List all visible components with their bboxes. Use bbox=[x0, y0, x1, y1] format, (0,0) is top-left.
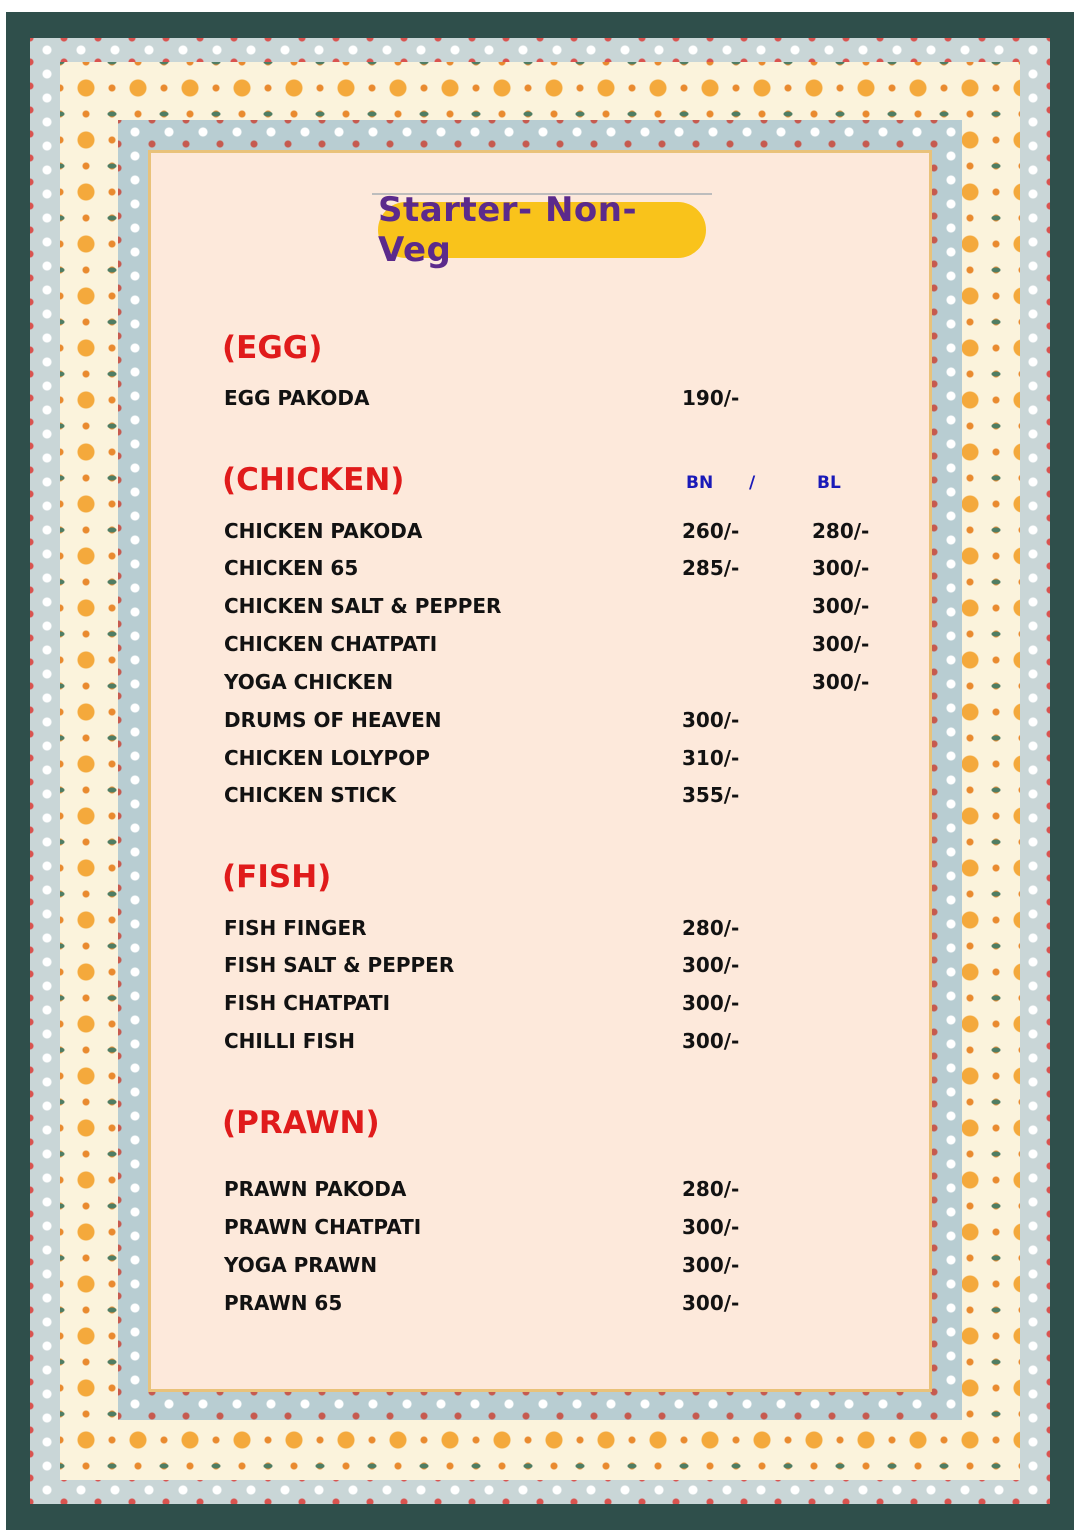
item-price-bl: 300/- bbox=[812, 556, 870, 580]
item-price-bl: 300/- bbox=[812, 670, 870, 694]
item-price-bl: 300/- bbox=[812, 594, 870, 618]
page-title: Starter- Non-Veg bbox=[378, 190, 638, 270]
item-name: YOGA PRAWN bbox=[224, 1253, 378, 1277]
menu-item bbox=[0, 1029, 1080, 1057]
item-price-bn: 285/- bbox=[682, 556, 740, 580]
menu-item bbox=[0, 519, 1080, 547]
item-price-bn: 300/- bbox=[682, 708, 740, 732]
item-price-bl: 300/- bbox=[812, 632, 870, 656]
item-name: CHICKEN 65 bbox=[224, 556, 359, 580]
menu-item bbox=[0, 670, 1080, 698]
menu-item bbox=[0, 916, 1080, 944]
item-name: CHICKEN CHATPATI bbox=[224, 632, 438, 656]
item-name: DRUMS OF HEAVEN bbox=[224, 708, 442, 732]
menu-item bbox=[0, 953, 1080, 981]
section-heading-fish: (FISH) bbox=[222, 859, 332, 895]
item-name: CHICKEN STICK bbox=[224, 783, 397, 807]
menu-item bbox=[0, 1253, 1080, 1281]
item-name: CHICKEN SALT & PEPPER bbox=[224, 594, 502, 618]
item-name: CHICKEN LOLYPOP bbox=[224, 746, 430, 770]
item-price-bn: 300/- bbox=[682, 991, 740, 1015]
menu-item bbox=[0, 1177, 1080, 1205]
item-price-bn: 190/- bbox=[682, 386, 740, 410]
menu-item bbox=[0, 1291, 1080, 1319]
item-name: FISH SALT & PEPPER bbox=[224, 953, 455, 977]
title-banner bbox=[378, 190, 706, 270]
item-price-bn: 300/- bbox=[682, 953, 740, 977]
menu-item bbox=[0, 1215, 1080, 1243]
item-name: FISH FINGER bbox=[224, 916, 367, 940]
section-heading-chicken: (CHICKEN) bbox=[222, 462, 405, 498]
menu-item bbox=[0, 632, 1080, 660]
menu-item bbox=[0, 556, 1080, 584]
column-header-bl: BL bbox=[817, 473, 841, 493]
item-name: CHICKEN PAKODA bbox=[224, 519, 423, 543]
menu-item bbox=[0, 386, 1080, 414]
section-heading-egg: (EGG) bbox=[222, 330, 323, 366]
item-price-bn: 280/- bbox=[682, 916, 740, 940]
item-price-bn: 280/- bbox=[682, 1177, 740, 1201]
item-name: FISH CHATPATI bbox=[224, 991, 391, 1015]
item-price-bn: 300/- bbox=[682, 1291, 740, 1315]
column-header-bn: BN bbox=[686, 473, 714, 493]
item-price-bn: 260/- bbox=[682, 519, 740, 543]
item-price-bn: 300/- bbox=[682, 1215, 740, 1239]
item-name: PRAWN PAKODA bbox=[224, 1177, 407, 1201]
item-price-bn: 355/- bbox=[682, 783, 740, 807]
item-price-bn: 300/- bbox=[682, 1253, 740, 1277]
item-price-bn: 300/- bbox=[682, 1029, 740, 1053]
menu-item bbox=[0, 594, 1080, 622]
item-price-bl: 280/- bbox=[812, 519, 870, 543]
item-name: CHILLI FISH bbox=[224, 1029, 355, 1053]
item-price-bn: 310/- bbox=[682, 746, 740, 770]
column-header-separator: / bbox=[749, 473, 756, 493]
menu-item bbox=[0, 746, 1080, 774]
section-heading-prawn: (PRAWN) bbox=[222, 1105, 380, 1141]
menu-item bbox=[0, 991, 1080, 1019]
item-name: PRAWN 65 bbox=[224, 1291, 343, 1315]
item-name: PRAWN CHATPATI bbox=[224, 1215, 422, 1239]
menu-item bbox=[0, 708, 1080, 736]
menu-item bbox=[0, 783, 1080, 811]
item-name: YOGA CHICKEN bbox=[224, 670, 394, 694]
item-name: EGG PAKODA bbox=[224, 386, 370, 410]
